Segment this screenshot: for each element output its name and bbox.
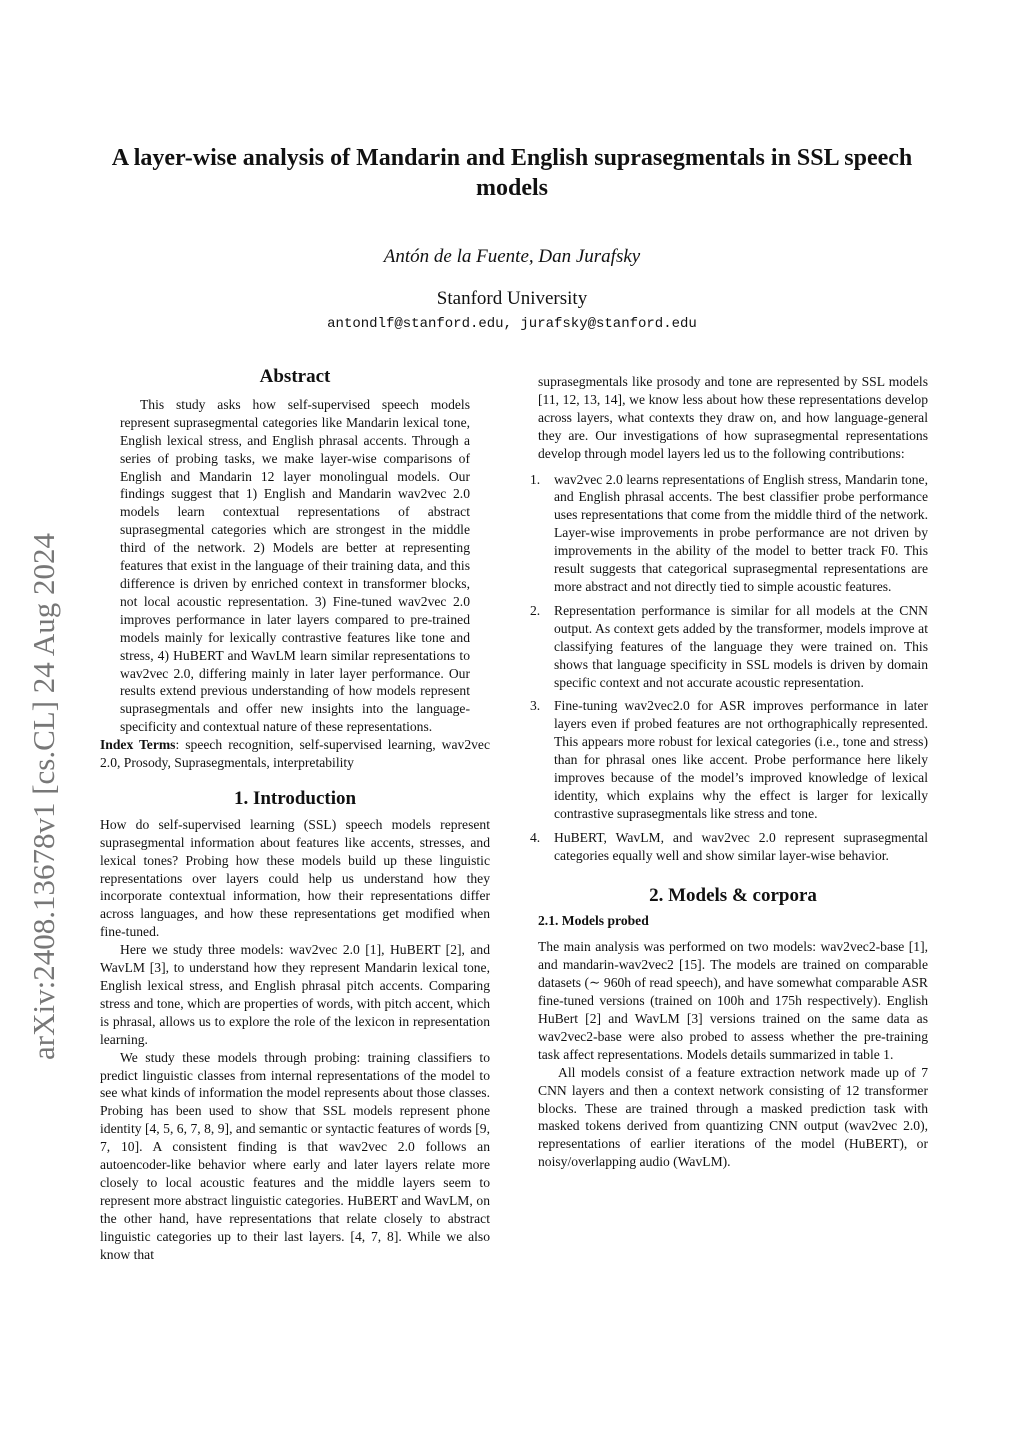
intro-paragraph-3: We study these models through probing: training classifiers to predict linguistic classes from internal representations of the model to see what kinds of information the model represents about those classes. Probing has been used to show that SSL models represent phone identity [4, 5, 6, 7, 8, 9], and semantic or syntactic features of words [9, 7, 10]. A consistent finding is that wav2vec 2.0 follows an autoencoder-like behavior where early and later layers relate more closely to local acoustic features and the middle layers seem to represent more abstract linguistic categories. HuBERT and WavLM, on the other hand, have representations that relate closely to abstract linguistic categories up to their last layers. [4, 7, 8]. While we also know that — [100, 1049, 490, 1262]
authors: Antón de la Fuente, Dan Jurafsky — [383, 246, 641, 267]
models-heading: 2. Models & corpora — [649, 884, 817, 906]
models-probed-subheading: 2.1. Models probed — [538, 913, 649, 929]
index-terms-text: : speech recognition, self-supervised learning, wav2vec 2.0, Prosody, Suprasegmentals, interpretability — [100, 737, 490, 771]
index-terms — [100, 736, 490, 772]
left-column — [100, 368, 490, 1264]
index-terms-label: Index Terms — [100, 737, 176, 753]
contribution-number: 1. — [530, 471, 541, 487]
contribution-item — [530, 829, 928, 865]
contribution-item — [530, 471, 928, 596]
contribution-number: 4. — [530, 829, 541, 845]
author-emails: antondlf@stanford.edu, jurafsky@stanford.edu — [327, 316, 697, 332]
introduction-heading: 1. Introduction — [233, 787, 357, 809]
contribution-item — [530, 697, 928, 822]
affiliation: Stanford University — [436, 288, 588, 309]
contribution-number: 2. — [530, 602, 541, 618]
right-column — [530, 373, 928, 1171]
contribution-text: wav2vec 2.0 learns representations of English stress, Mandarin tone, and English phrasal accents. The best classifier probe performance uses representations that come from the middle third of the network. Layer-wise improvements in probe performance are not driven by improvements in the ability of the model to better track F0. This result suggests that categorical suprasegmental representations are more abstract and not directly tied to simple acoustic features. — [554, 471, 928, 594]
intro-paragraph-1: How do self-supervised learning (SSL) speech models represent suprasegmental information about features like accents, stresses, and lexical tones? Probing how these models build up these linguistic representations over layers could help us understand how they incorporate contextual information, how their representations differ across languages, and how these representations get modified when fine-tuned. — [100, 816, 490, 940]
abstract-text: This study asks how self-supervised speech models represent suprasegmental categories like Mandarin lexical tone, English lexical stress, and English phrasal accents. Through a series of probing tasks, we make layer-wise comparisons of English and Mandarin 12 layer monolingual models. Our findings suggest that 1) English and Mandarin wav2vec 2.0 models learn contextual representations of abstract suprasegmental categories which are strongest in the middle third of the network. 2) Models are better at representing features that exist in the language of their training data, and this difference is driven by enriched context in transformer blocks, not local acoustic representation. 3) Fine-tuned wav2vec 2.0 improves performance in later layers compared to pre-trained models mainly for lexically contrastive features like tone and stress, 4) HuBERT and WavLM learn similar representations to wav2vec 2.0, differing mainly in later layer performance. Our results extend previous understanding of how models represent suprasegmentals and offer new insights into the language-specificity and contextual nature of these representations. — [120, 396, 470, 735]
contributions-list — [530, 471, 928, 865]
contribution-item — [530, 602, 928, 692]
models-paragraph-1: The main analysis was performed on two models: wav2vec2-base [1], and mandarin-wav2vec2 [15]. The models are trained on comparable datasets (∼ 960h of read speech), and have somewhat comparable ASR fine-tuned versions (trained on 100h and 175h respectively). English HuBert [2] and WavLM [3] versions trained on the same data as wav2vec2-base were also probed to assess whether the pre-training task affect representations. Models details summarized in table 1. — [538, 939, 928, 1062]
models-paragraph-2: All models consist of a feature extraction network made up of 7 CNN layers and then a context network consisting of 12 transformer blocks. These are trained through a masked prediction task with masked tokens derived from quantizing CNN output (wav2vec 2.0), representations of earlier iterations of the model (HuBERT), or noisy/overlapping audio (WavLM). — [538, 1064, 928, 1170]
contribution-text: Representation performance is similar for all models at the CNN output. As context gets added by the transformer, models improve at classifying features of the language they were trained on. This shows that language specificity in SSL models is driven by domain specific context and not accurate acoustic representation. — [554, 602, 928, 690]
intro-paragraph-2: Here we study three models: wav2vec 2.0 [1], HuBERT [2], and WavLM [3], to understand how they represent Mandarin lexical tone, English lexical stress, and English phrasal pitch accents. Comparing stress and tone, which are properties of words, with pitch accent, which is phrasal, allows us to explore the role of the lexicon in representation learning. — [100, 942, 490, 1047]
contribution-text: Fine-tuning wav2vec2.0 for ASR improves performance in later layers even if probed features are not orthographically represented. This appears more robust for lexical categories (i.e., tone and stress) than for phrasal ones like accent. Probe performance here likely improves because of the model’s improved knowledge of lexical identity, which explains why the effect is larger for lexically contrastive suprasegmentals like stress and tone. — [554, 698, 928, 821]
contribution-number: 3. — [530, 698, 541, 714]
contribution-text: HuBERT, WavLM, and wav2vec 2.0 represent suprasegmental categories equally well and show similar layer-wise behavior. — [554, 829, 928, 863]
arxiv-identifier: arXiv:2408.13678v1 [cs.CL] 24 Aug 2024 — [26, 533, 61, 1060]
paper-title: A layer-wise analysis of Mandarin and English suprasegmentals in SSL speech models — [111, 145, 913, 201]
abstract-heading: Abstract — [259, 366, 331, 387]
intro-paragraph-3-continued: suprasegmentals like prosody and tone are represented by SSL models [11, 12, 13, 14], we know less about how these representations develop across layers, what contexts they draw on, and how language-general they are. Our investigations of how suprasegmental representations develop through model layers led us to the following contributions: — [538, 374, 928, 461]
